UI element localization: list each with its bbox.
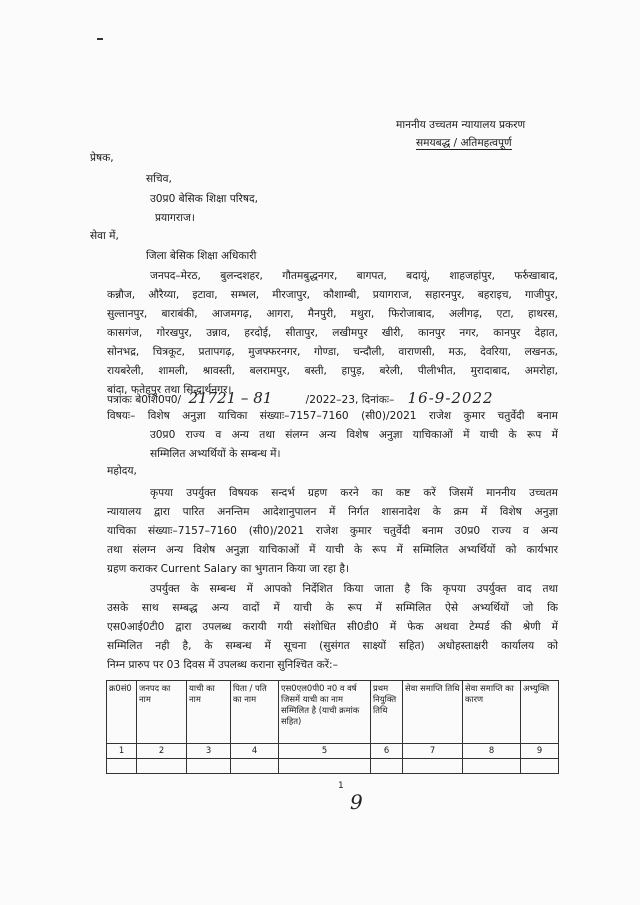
table-cell: 9 [521, 744, 559, 759]
table-cell [137, 759, 187, 774]
paragraph-line: निम्न प्रारुप पर 03 दिवस में उपलब्ध कराना सुनिश्चित करें:– [107, 659, 338, 671]
table-cell: 1 [107, 744, 137, 759]
district-line: सुल्तानपुर, बाराबंकी, आजमगढ़, आगरा, मैनपुरी, मथुरा, फिरोजाबाद, अलीगढ़, एटा, हाथरस, [107, 308, 558, 320]
table-cell: 7 [403, 744, 463, 759]
table-cell: 8 [463, 744, 521, 759]
reference-number-handwritten: 21721 – 81 [188, 389, 273, 407]
table-header: सेवा समाप्ति का कारण [463, 681, 521, 744]
sender-place: प्रयागराज। [155, 212, 195, 224]
table-empty-row [107, 759, 559, 774]
paragraph-line: न्यायालय द्वारा पारित अनन्तिम आदेशानुपालन में निर्गत शासनादेश के क्रम में विशेष अनुज्ञा [107, 506, 558, 518]
subject-line: सम्मिलित अभ्यर्थियों के सम्बन्ध में। [150, 448, 281, 460]
district-line: कासगंज, गोरखपुर, उन्नाव, हरदोई, सीतापुर, लखीमपुर खीरी, कानपुर नगर, कानपुर देहात, [107, 327, 558, 339]
paragraph-line: सम्मिलित नही है, के सम्बन्ध में सूचना (सुसंगत साक्ष्यों सहित) अधोहस्ताक्षरी कार्यालय को [107, 640, 558, 652]
table-cell: 6 [371, 744, 403, 759]
paragraph-line: ग्रहण कराकर Current Salary का भुगतान किया जा रहा है। [107, 563, 349, 575]
table-cell [279, 759, 371, 774]
table-header: एस0एल0पी0 न0 व वर्ष जिसमें याची का नाम सम्मिलित है (याची क्रमांक सहित) [279, 681, 371, 744]
page-number: 1 [338, 781, 344, 791]
table-header: प्रथम नियुक्ति तिथि [371, 681, 403, 744]
table-cell [187, 759, 231, 774]
table-header: पिता / पति का नाम [231, 681, 279, 744]
table-header: याची का नाम [187, 681, 231, 744]
case-header-line1: माननीय उच्चतम न्यायालय प्रकरण [396, 119, 526, 131]
table-cell [463, 759, 521, 774]
district-line: सोनभद्र, चित्रकूट, प्रतापगढ़, मुजफ्फरनगर, गोण्डा, चन्दौली, वाराणसी, मऊ, देवरिया, लखनऊ, [107, 346, 558, 358]
table-cell [403, 759, 463, 774]
paragraph-line: उपर्युक्त के सम्बन्ध में आपको निर्देशित किया जाता है कि कृपया उपर्युक्त वाद तथा [150, 583, 558, 595]
table-number-row [107, 744, 559, 759]
case-header-line2: समयबद्ध / अतिमहत्वपूर्ण [416, 137, 512, 149]
subject [107, 407, 558, 464]
table-header: क्र0सं0 [107, 681, 137, 744]
paragraph-1 [107, 484, 558, 579]
date-handwritten: 16-9-2022 [407, 389, 494, 407]
table-header-row [107, 681, 559, 744]
table-cell [107, 759, 137, 774]
paragraph-line: याचिका संख्याः–7157–7160 (सी0)/2021 राजेश कुमार चतुर्वेदी बनाम उ0प्र0 राज्य व अन्य [107, 525, 558, 537]
table-header: सेवा समाप्ति तिथि [403, 681, 463, 744]
table-header: अभ्युक्ति [521, 681, 559, 744]
table-cell [371, 759, 403, 774]
scan-speck [97, 38, 103, 40]
table-cell: 2 [137, 744, 187, 759]
district-line: बांदा, फतेहपुर तथा सिद्धार्थनगर। [107, 384, 232, 396]
reference-label: पत्रांकः बे0शि0प0/ [107, 394, 182, 406]
table-cell [231, 759, 279, 774]
sender-org: उ0प्र0 बेसिक शिक्षा परिषद, [150, 193, 259, 205]
reference-year: /2022–23, दिनांकः– [305, 394, 395, 406]
paragraph-line: कृपया उपर्युक्त विषयक सन्दर्भ ग्रहण करने का कष्ट करें जिसमें माननीय उच्चतम [150, 487, 558, 499]
table-cell [521, 759, 559, 774]
paragraph-line: एस0आई0टी0 द्वारा उपलब्ध करायी गयी संशोधित सी0डी0 में फेक अथवा टेम्पर्ड की श्रेणी में [107, 621, 558, 633]
table-header: जनपद का नाम [137, 681, 187, 744]
table-cell: 3 [187, 744, 231, 759]
recipient-designation: जिला बेसिक शिक्षा अधिकारी [146, 250, 257, 262]
recipient-label: सेवा में, [90, 230, 119, 242]
subject-line: उ0प्र0 राज्य व अन्य तथा संलग्न अन्य विशेष अनुज्ञा याचिकाओं में याची के रूप में [150, 429, 558, 441]
paragraph-2 [107, 580, 558, 675]
paragraph-line: तथा संलग्न अन्य विशेष अनुज्ञा याचिकाओं में याची के रूप में सम्मिलित अभ्यर्थियों को कार्यभार [107, 544, 558, 556]
district-line: जनपद–मेरठ, बुलन्दशहर, गौतमबुद्धनगर, बागपत, बदायूं, शाहजहांपुर, फर्रुखाबाद, [150, 270, 558, 282]
district-line: रायबरेली, शामली, श्रावस्ती, बलरामपुर, बस्ती, हापुड़, बरेली, पीलीभीत, मुरादाबाद, अमरोहा, [107, 365, 558, 377]
case-header [396, 116, 525, 152]
subject-line: विषयः– विशेष अनुज्ञा याचिका संख्याः–7157–7160 (सी0)/2021 राजेश कुमार चतुर्वेदी बनाम [107, 410, 558, 422]
info-format-table [106, 680, 559, 774]
table-cell: 5 [279, 744, 371, 759]
reference-line [107, 389, 494, 407]
handwritten-page-mark: 9 [350, 790, 363, 814]
district-list [107, 267, 558, 400]
district-line: कन्नौज, औरैय्या, इटावा, सम्भल, मीरजापुर, कौशाम्बी, प्रयागराज, सहारनपुर, बहराइच, गाजीपुर, [107, 289, 558, 301]
table-cell: 4 [231, 744, 279, 759]
sender-label: प्रेषक, [90, 152, 114, 164]
sender-name: सचिव, [146, 173, 172, 185]
salutation: महोदय, [107, 465, 137, 477]
paragraph-line: उसके साथ सम्बद्ध अन्य वादों में याची के रूप में सम्मिलित ऐसे अभ्यर्थियों जो कि [107, 602, 558, 614]
